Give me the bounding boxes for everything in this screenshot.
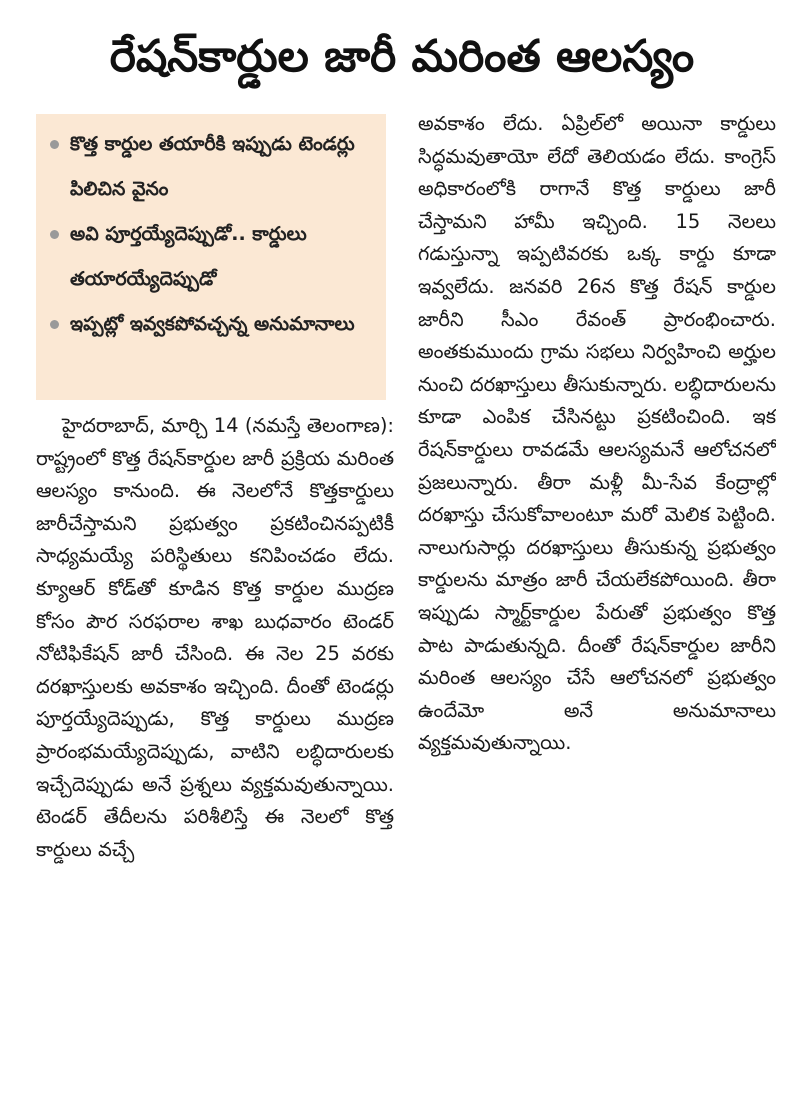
highlight-text: అవి పూర్తయ్యేదెప్పుడో.. కార్డులు తయారయ్యేదెప్పుడో [70, 223, 307, 290]
highlight-item [48, 212, 380, 302]
highlight-item [48, 122, 380, 212]
article-column-left [36, 410, 394, 1070]
article-column-right [418, 108, 776, 1070]
bullet-icon [50, 140, 59, 149]
highlight-text: ఇప్పట్లో ఇవ్వకపోవచ్చన్న అనుమానాలు [70, 313, 355, 335]
bullet-icon [50, 230, 59, 239]
highlights-box [36, 114, 386, 400]
article-body-right: అవకాశం లేదు. ఏప్రిల్‌లో అయినా కార్డులు సిద్ధమవుతాయో లేదో తెలియడం లేదు. కాంగ్రెస్ అధికారంలోకి రాగానే కొత్త కార్డులు జారీ చేస్తామని హామీ ఇచ్చింది. 15 నెలలు గడుస్తున్నా ఇప్పటివరకు ఒక్క కార్డు కూడా ఇవ్వలేదు. జనవరి 26న కొత్త రేషన్ కార్డుల జారీని సీఎం రేవంత్ ప్రారంభించారు. అంతకుముందు గ్రామ సభలు నిర్వహించి అర్హుల నుంచి దరఖాస్తులు తీసుకున్నారు. లబ్ధిదారులను కూడా ఎంపిక చేసినట్టు ప్రకటించింది. ఇక రేషన్‌కార్డులు రావడమే ఆలస్యమనే ఆలోచనలో ప్రజలున్నారు. తీరా మళ్లీ మీ-సేవ కేంద్రాల్లో దరఖాస్తు చేసుకోవాలంటూ మరో మెలిక పెట్టింది. నాలుగుసార్లు దరఖాస్తులు తీసుకున్న ప్రభుత్వం కార్డులను మాత్రం జారీ చేయలేకపోయింది. తీరా ఇప్పుడు స్మార్ట్‌కార్డుల పేరుతో ప్రభుత్వం కొత్త పాట పాడుతున్నది. దీంతో రేషన్‌కార్డుల జారీని మరింత ఆలస్యం చేసే ఆలోచనలో ప్రభుత్వం ఉందేమో అనే అనుమానాలు వ్యక్తమవుతున్నాయి. [418, 112, 776, 755]
highlight-item [48, 302, 380, 347]
highlight-text: కొత్త కార్డుల తయారీకి ఇప్పుడు టెండర్లు పిలిచిన వైనం [70, 133, 355, 200]
article-headline: రేషన్‌కార్డుల జారీ మరింత ఆలస్యం [109, 31, 695, 82]
article-body-left: హైదరాబాద్, మార్చి 14 (నమస్తే తెలంగాణ): రాష్ట్రంలో కొత్త రేషన్‌కార్డుల జారీ ప్రక్రియ మరింత ఆలస్యం కానుంది. ఈ నెలలోనే కొత్తకార్డులు జారీచేస్తామని ప్రభుత్వం ప్రకటించినప్పటికీ సాధ్యమయ్యే పరిస్థితులు కనిపించడం లేదు. క్యూఆర్ కోడ్‌తో కూడిన కొత్త కార్డుల ముద్రణ కోసం పౌర సరఫరాల శాఖ బుధవారం టెండర్ నోటిఫికేషన్ జారీ చేసింది. ఈ నెల 25 వరకు దరఖాస్తులకు అవకాశం ఇచ్చింది. దీంతో టెండర్లు పూర్తయ్యేదెప్పుడు, కొత్త కార్డులు ముద్రణ ప్రారంభమయ్యేదెప్పుడు, వాటిని లబ్ధిదారులకు ఇచ్చేదెప్పుడు అనే ప్రశ్నలు వ్యక్తమవుతున్నాయి. టెండర్ తేదీలను పరిశీలిస్తే ఈ నెలలో కొత్త కార్డులు వచ్చే [36, 414, 394, 861]
bullet-icon [50, 320, 59, 329]
